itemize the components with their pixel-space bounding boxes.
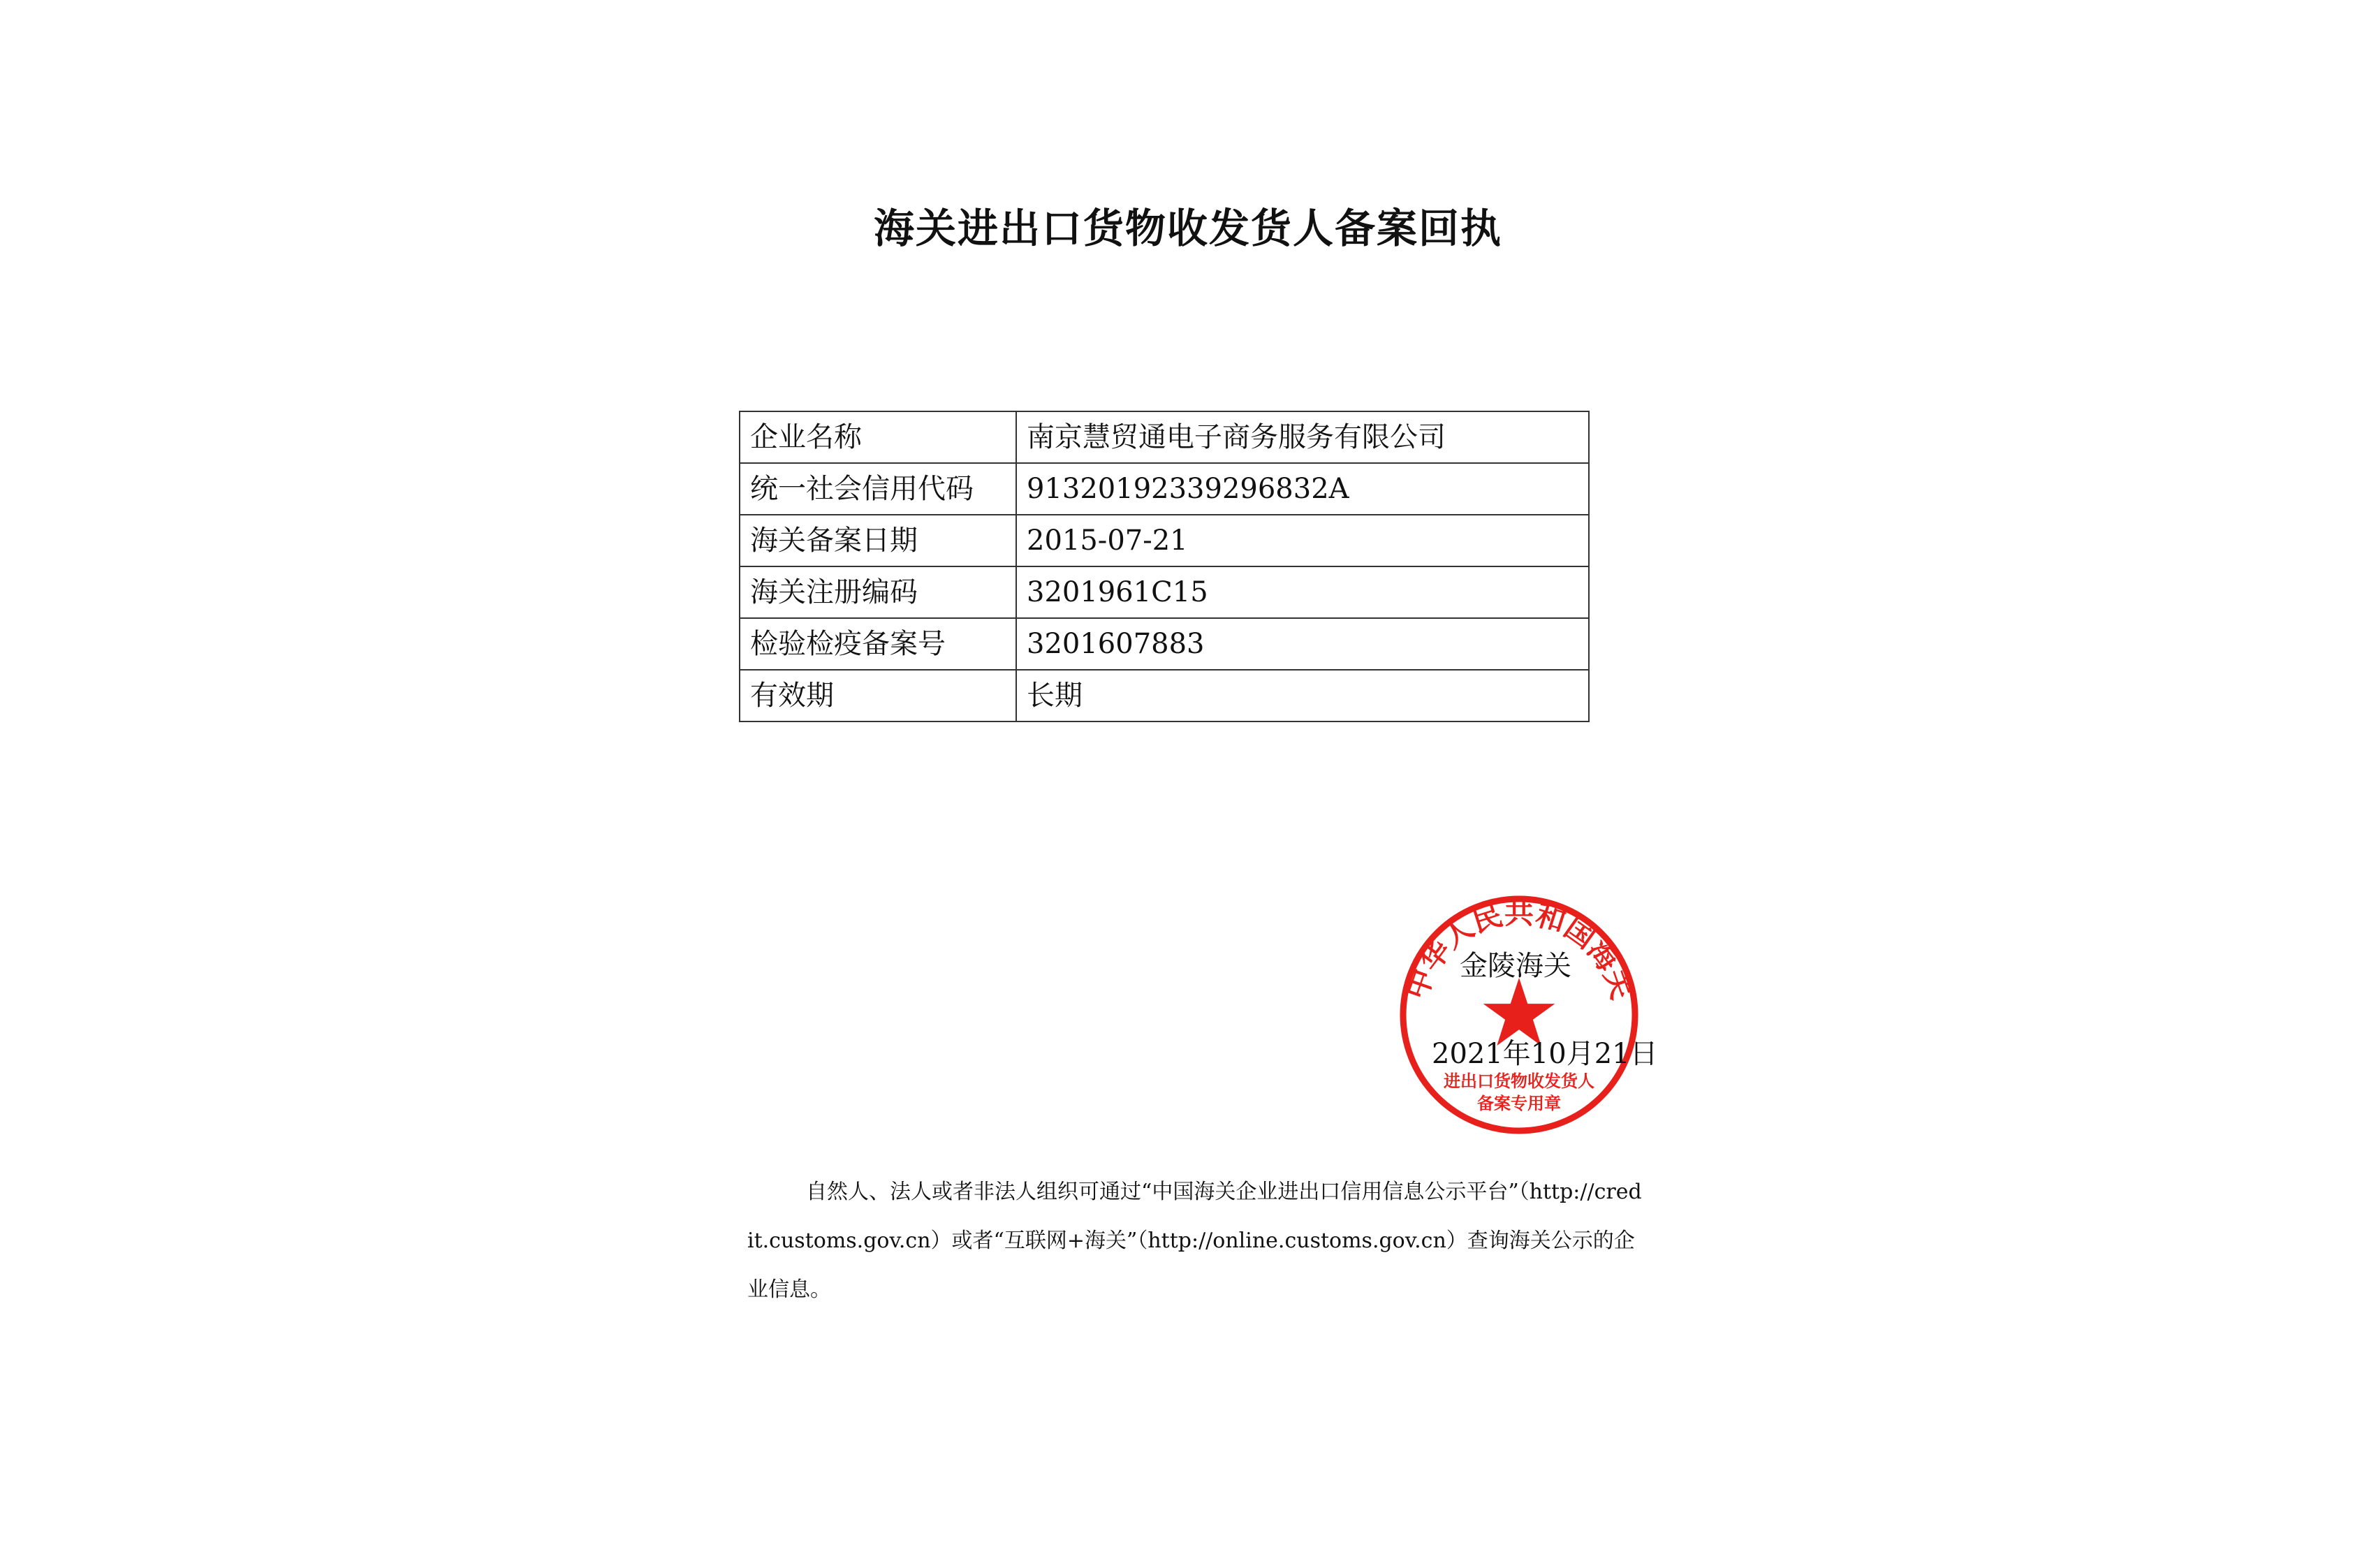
table-row <box>740 411 1589 463</box>
credit-code-value: 91320192339296832A <box>1016 463 1589 515</box>
document-title: 海关进出口货物收发货人备案回执 <box>873 205 1502 252</box>
table-row <box>740 463 1589 515</box>
inspection-number-value: 3201607883 <box>1016 618 1589 670</box>
filing-date-label: 海关备案日期 <box>740 515 1016 566</box>
seal-ring-text: 中华人民共和国海关 <box>1398 896 1640 1004</box>
customs-code-label: 海关注册编码 <box>740 566 1016 618</box>
validity-label: 有效期 <box>740 670 1016 721</box>
table-row <box>740 515 1589 566</box>
table-row <box>740 566 1589 618</box>
inspection-number-label: 检验检疫备案号 <box>740 618 1016 670</box>
official-seal <box>1397 893 1641 1137</box>
record-table <box>739 411 1590 722</box>
table-row <box>740 618 1589 670</box>
seal-inner-text-line2: 备案专用章 <box>1477 1093 1561 1113</box>
enterprise-name-value: 南京慧贸通电子商务服务有限公司 <box>1016 411 1589 463</box>
issue-date: 2021年10月21日 <box>1432 1038 1658 1070</box>
filing-date-value: 2015-07-21 <box>1016 515 1589 566</box>
table-row <box>740 670 1589 721</box>
enterprise-name-label: 企业名称 <box>740 411 1016 463</box>
public-notice: 自然人、法人或者非法人组织可通过“中国海关企业进出口信用信息公示平台”（http://credit.customs.gov.cn）或者“互联网+海关”（http://online.customs.gov.cn）查询海关公示的企业信息。 <box>747 1180 1642 1302</box>
credit-code-label: 统一社会信用代码 <box>740 463 1016 515</box>
customs-code-value: 3201961C15 <box>1016 566 1589 618</box>
issuing-office: 金陵海关 <box>1460 950 1571 982</box>
seal-inner-text-line1: 进出口货物收发货人 <box>1444 1071 1594 1091</box>
validity-value: 长期 <box>1016 670 1589 721</box>
star-icon <box>1483 978 1555 1046</box>
